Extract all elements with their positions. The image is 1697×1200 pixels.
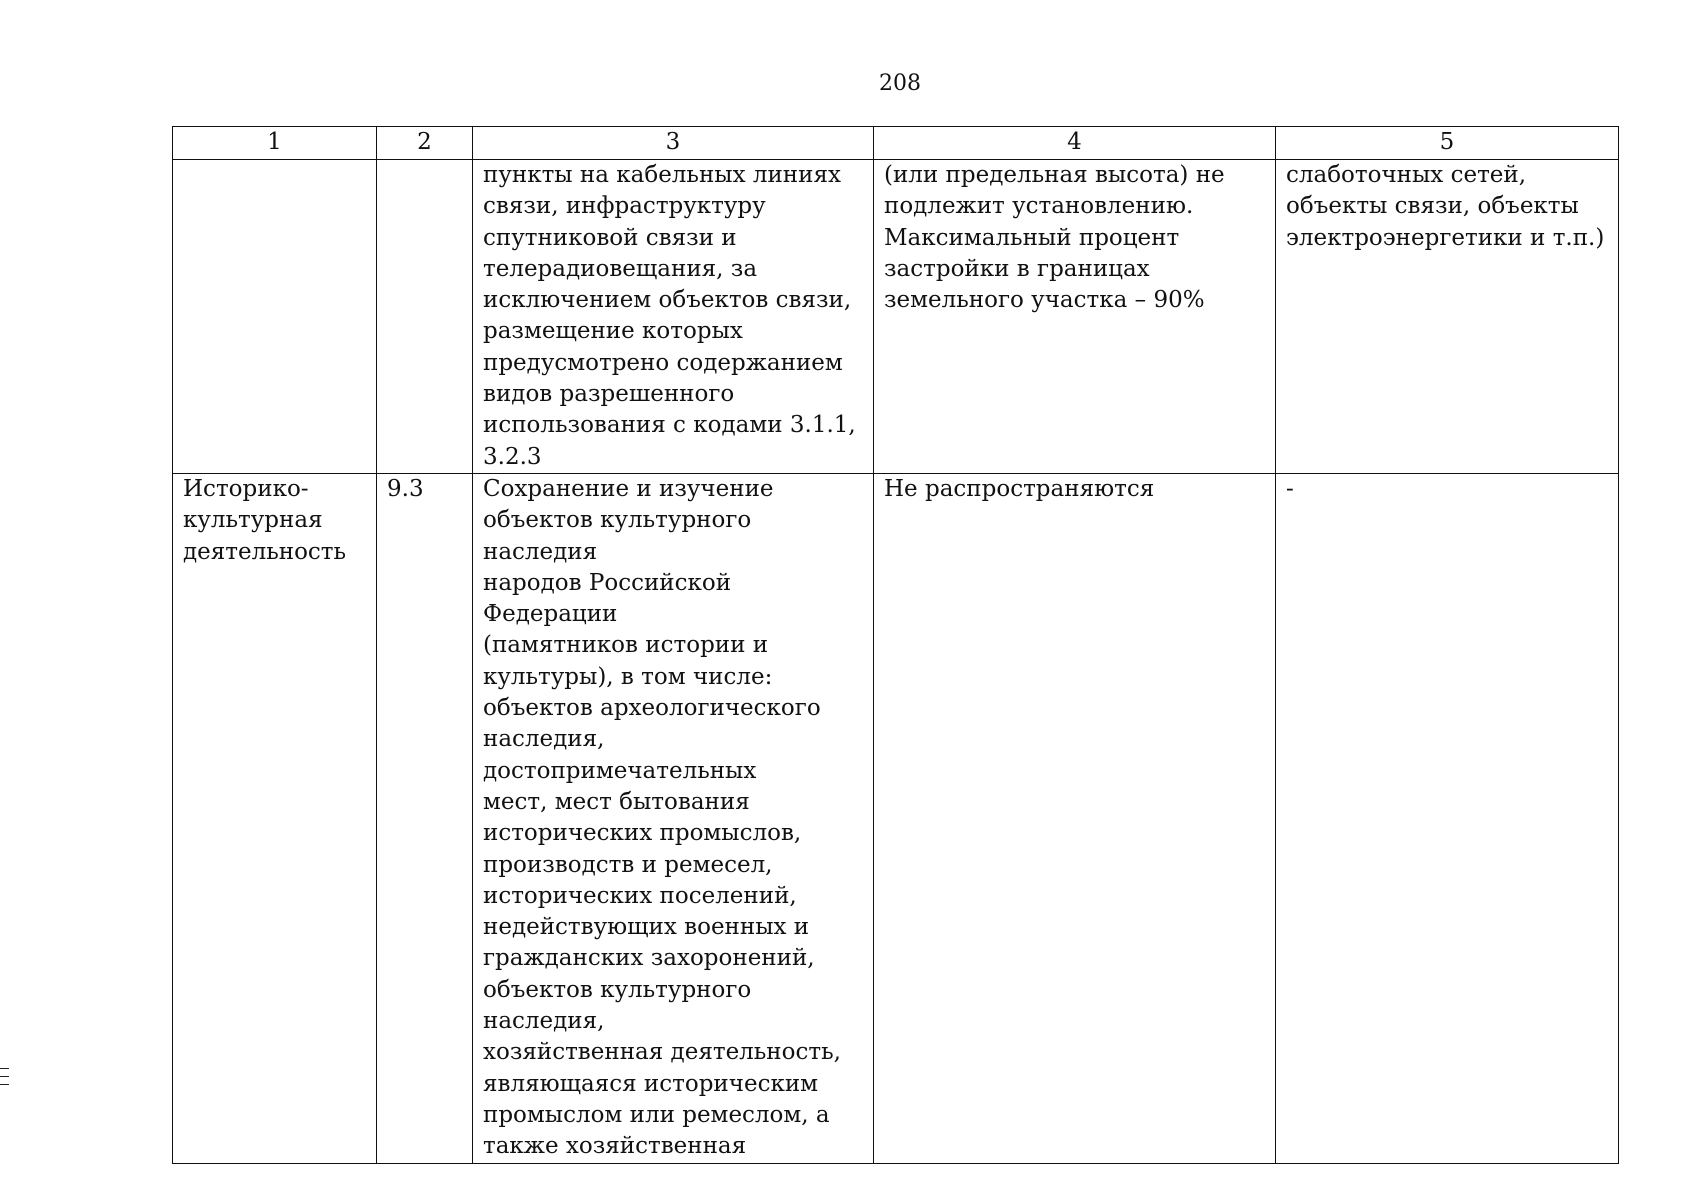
table-row (173, 474, 1619, 1164)
header-col-4: 4 (874, 127, 1276, 160)
margin-mark (0, 1068, 9, 1069)
header-col-5: 5 (1276, 127, 1619, 160)
cell-parameters: (или предельная высота) не подлежит установлению. Максимальный процент застройки в границах земельного участка – 90% (874, 160, 1276, 474)
cell-code (377, 160, 473, 474)
table-row (173, 160, 1619, 474)
header-col-1: 1 (173, 127, 377, 160)
header-col-3: 3 (473, 127, 874, 160)
header-col-2: 2 (377, 127, 473, 160)
regulations-table (172, 126, 1619, 1164)
cell-description: пункты на кабельных линиях связи, инфраструктуру спутниковой связи и телерадиовещания, за исключением объектов связи, размещение которых предусмотрено содержанием видов разрешенного использования с кодами 3.1.1, 3.2.3 (473, 160, 874, 474)
margin-mark (0, 1084, 9, 1085)
cell-code: 9.3 (377, 474, 473, 1164)
table-header-row (173, 127, 1619, 160)
cell-notes: слаботочных сетей, объекты связи, объекты электроэнергетики и т.п.) (1276, 160, 1619, 474)
margin-mark (0, 1076, 9, 1077)
cell-notes: - (1276, 474, 1619, 1164)
margin-marks (0, 1068, 9, 1092)
page-number: 208 (879, 71, 921, 96)
cell-land-use-name: Историко- культурная деятельность (173, 474, 377, 1164)
cell-description: Сохранение и изучение объектов культурного наследия народов Российской Федерации (памятников истории и культуры), в том числе: объектов археологического наследия, достопримечательных мест, мест бытования исторических промыслов, производств и ремесел, исторических поселений, недействующих военных и гражданских захоронений, объектов культурного наследия, хозяйственная деятельность, являющаяся историческим промыслом или ремеслом, а также хозяйственная (473, 474, 874, 1164)
cell-land-use-name (173, 160, 377, 474)
cell-parameters: Не распространяются (874, 474, 1276, 1164)
